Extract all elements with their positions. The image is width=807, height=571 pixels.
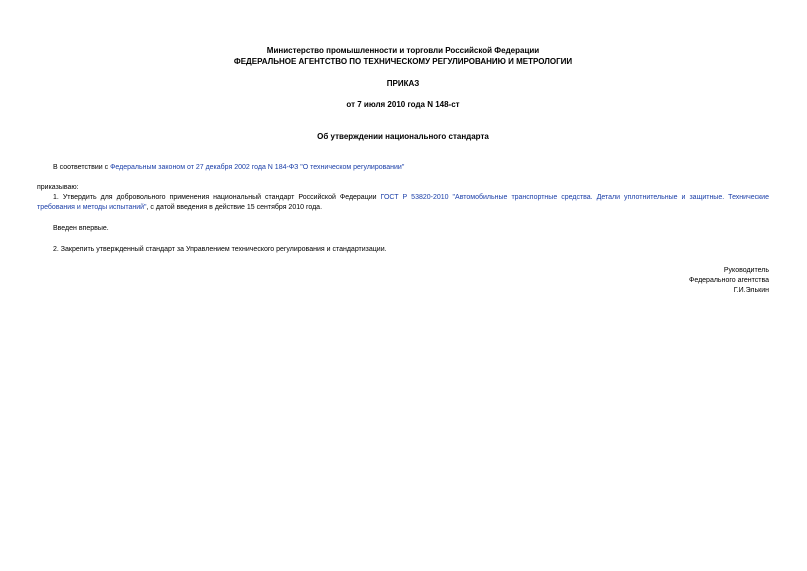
document-page [37, 0, 769, 571]
document-type: ПРИКАЗ [386, 79, 420, 88]
signature-organization: Федерального агентства [689, 277, 769, 284]
gost-standard-link[interactable]: ГОСТ Р 53820-2010 "Автомобильные транспортные средства. Детали уплотнительные и защитные. Технические [380, 194, 769, 201]
item1-suffix: , с датой введения в действие 15 сентября 2010 года. [146, 204, 323, 211]
federal-law-link[interactable]: Федеральным законом от 27 декабря 2002 года N 184-ФЗ "О техническом регулировании" [110, 164, 405, 171]
gost-standard-link-continued[interactable]: требования и методы испытаний" [37, 204, 147, 211]
document-date: от 7 июля 2010 года N 148-ст [346, 100, 460, 109]
item1-line2 [37, 203, 769, 212]
intro-prefix: В соответствии с [53, 164, 111, 171]
item1-prefix: 1. Утвердить для добровольного применения национальный стандарт Российской Федерации [53, 194, 381, 201]
intro-paragraph [37, 163, 769, 172]
agency-title: ФЕДЕРАЛЬНОЕ АГЕНТСТВО ПО ТЕХНИЧЕСКОМУ РЕГУЛИРОВАНИЮ И МЕТРОЛОГИИ [233, 57, 573, 66]
ministry-title: Министерство промышленности и торговли Российской Федерации [266, 46, 540, 55]
introduced-note: Введен впервые. [53, 225, 109, 232]
document-subject: Об утверждении национального стандарта [317, 132, 489, 141]
item1-line1 [37, 193, 769, 202]
order-word: приказываю: [37, 184, 79, 191]
item2-paragraph: 2. Закрепить утвержденный стандарт за Управлением технического регулирования и стандартизации. [53, 246, 387, 253]
signature-position: Руководитель [723, 267, 769, 274]
signature-name: Г.И.Элькин [733, 287, 769, 294]
